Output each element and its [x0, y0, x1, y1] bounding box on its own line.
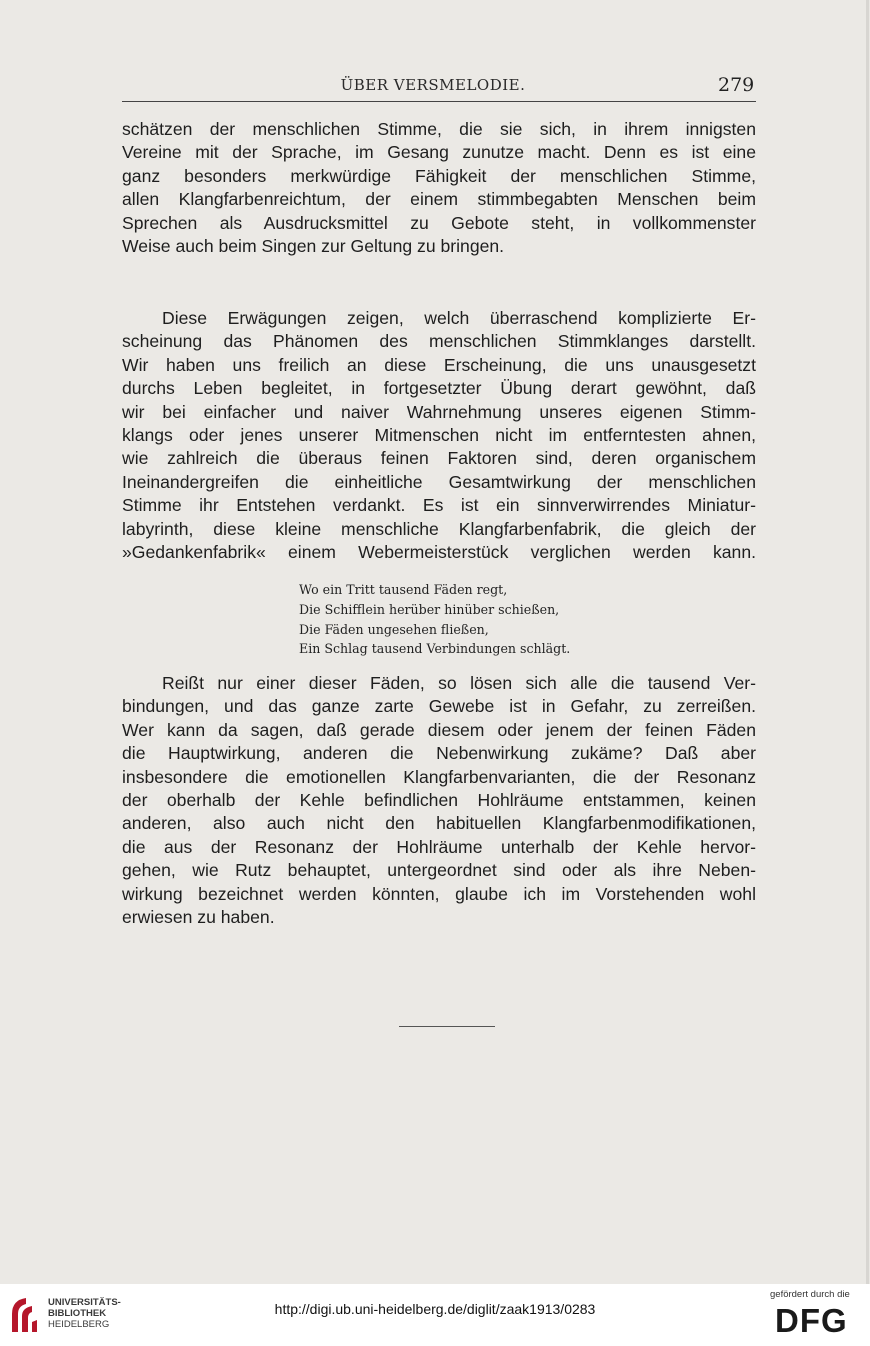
- poem-line: Wo ein Tritt tausend Fäden regt,: [299, 582, 508, 597]
- text-line: die Hauptwirkung, anderen die Nebenwirkung zukäme? Daß aber: [122, 743, 756, 764]
- text-line: ganz besonders merkwürdige Fähigkeit der menschlichen Stimme,: [122, 165, 756, 186]
- text-line: wirkung bezeichnet werden könnten, glaube ich im Vorstehenden wohl: [122, 883, 756, 904]
- text-line: die aus der Resonanz der Hohlräume unterhalb der Kehle hervor-: [122, 836, 756, 857]
- dfg-logo: DFG: [775, 1302, 848, 1339]
- logo-line: HEIDELBERG: [48, 1319, 110, 1330]
- text-line: anderen, also auch nicht den habituellen Klangfarbenmodifikationen,: [122, 813, 756, 834]
- text-line: Wir haben uns freilich an diese Erscheinung, die uns unausgesetzt: [122, 354, 756, 375]
- text-line: Sprechen als Ausdrucksmittel zu Gebote steht, in vollkommenster: [122, 212, 756, 233]
- poem-line: Die Schifflein herüber hinüber schießen,: [299, 601, 560, 617]
- paragraph-2: [122, 307, 756, 564]
- text-line: schätzen der menschlichen Stimme, die sie sich, in ihrem innigsten: [122, 119, 756, 139]
- text-line: Wer kann da sagen, daß gerade diesem oder jenem der feinen Fäden: [122, 719, 756, 740]
- section-separator: [399, 1026, 495, 1027]
- text-line: Weise auch beim Singen zur Geltung zu bringen.: [122, 236, 505, 257]
- text-line: klangs oder jenes unserer Mitmenschen nicht im entferntesten ahnen,: [122, 425, 756, 446]
- page-number: 279: [718, 74, 755, 96]
- text-line: wie zahlreich die überaus feinen Faktoren sind, deren organischem: [122, 448, 756, 469]
- text-line: Ineinandergreifen die einheitliche Gesamtwirkung der menschlichen: [122, 471, 756, 492]
- logo-line: UNIVERSITÄTS-: [48, 1297, 121, 1308]
- text-line: durchs Leben begleitet, in fortgesetzter Übung derart gewöhnt, daß: [122, 378, 756, 399]
- text-line: erwiesen zu haben.: [122, 907, 275, 928]
- text-line: wir bei einfacher und naiver Wahrnehmung unseres eigenen Stimm-: [122, 401, 756, 422]
- running-title: ÜBER VERSMELODIE.: [340, 76, 526, 94]
- text-line: »Gedankenfabrik« einem Webermeisterstück verglichen werden kann.: [122, 542, 756, 563]
- funder-caption: gefördert durch die: [770, 1289, 850, 1300]
- logo-line: BIBLIOTHEK: [48, 1308, 107, 1319]
- permalink-url[interactable]: http://digi.ub.uni-heidelberg.de/diglit/zaak1913/0283: [274, 1301, 596, 1317]
- paragraph-1: [122, 118, 756, 258]
- text-line: Reißt nur einer dieser Fäden, so lösen sich alle die tausend Ver-: [162, 673, 756, 693]
- text-line: allen Klangfarbenreichtum, der einem stimmbegabten Menschen beim: [122, 189, 756, 210]
- paragraph-3: [122, 672, 756, 929]
- header-rule: [122, 101, 756, 102]
- text-line: scheinung das Phänomen des menschlichen Stimmklanges darstellt.: [122, 331, 756, 352]
- text-line: Diese Erwägungen zeigen, welch überraschend komplizierte Er-: [162, 308, 756, 328]
- text-line: insbesondere die emotionellen Klangfarbenvarianten, die der Resonanz: [122, 766, 756, 787]
- poem-line: Die Fäden ungesehen fließen,: [299, 621, 489, 637]
- text-line: bindungen, und das ganze zarte Gewebe ist in Gefahr, zu zerreißen.: [122, 696, 756, 717]
- viewer-footer: [0, 1284, 870, 1346]
- poem-line: Ein Schlag tausend Verbindungen schlägt.: [299, 641, 571, 657]
- text-line: Stimme ihr Entstehen verdankt. Es ist ein sinnverwirrendes Miniatur-: [122, 495, 756, 516]
- text-line: labyrinth, diese kleine menschliche Klangfarbenfabrik, die gleich der: [122, 518, 756, 539]
- text-line: der oberhalb der Kehle befindlichen Hohlräume entstammen, keinen: [122, 790, 756, 811]
- poem-quotation: [299, 580, 570, 659]
- text-line: Vereine mit der Sprache, im Gesang zunutze macht. Denn es ist eine: [122, 142, 756, 163]
- text-line: gehen, wie Rutz behauptet, untergeordnet sind oder als ihre Neben-: [122, 860, 756, 881]
